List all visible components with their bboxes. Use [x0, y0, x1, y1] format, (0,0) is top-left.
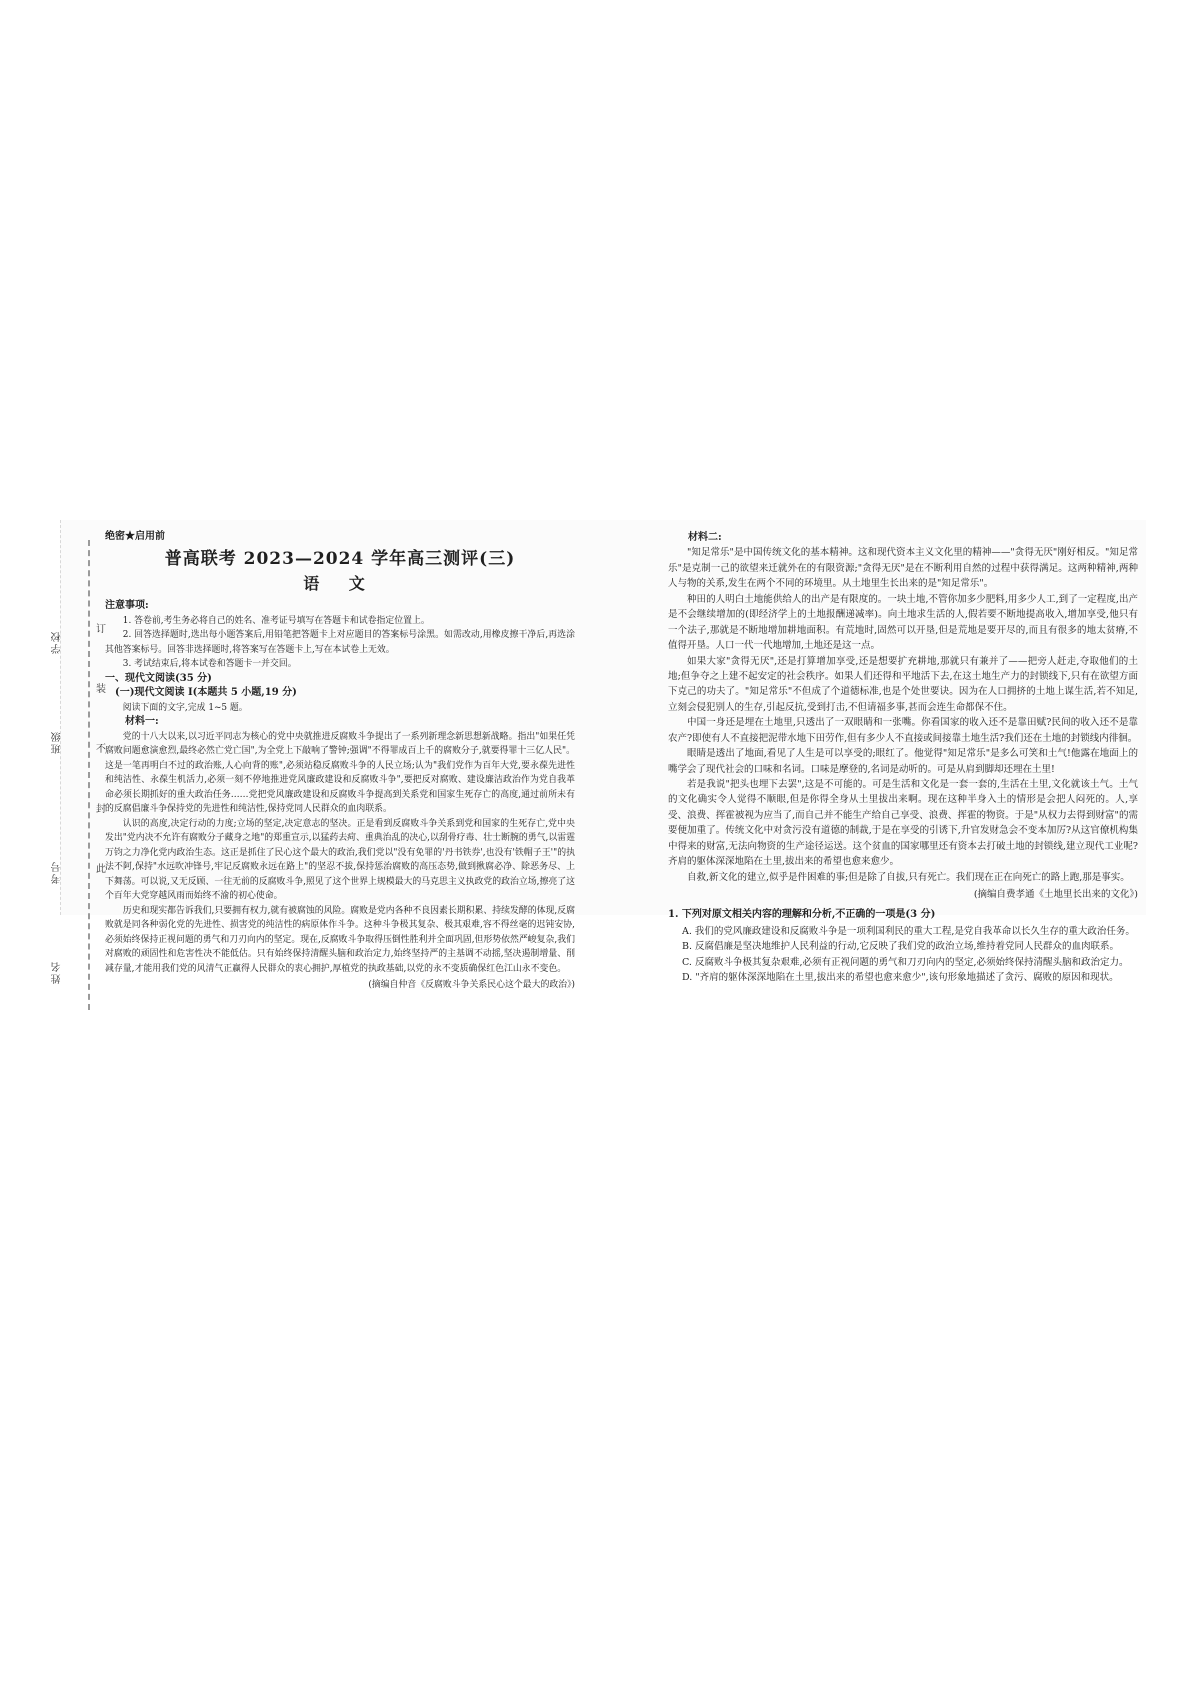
- section-heading: 一、现代文阅读(35 分): [105, 672, 212, 684]
- class-label: 班级: [52, 730, 63, 754]
- seal-char: 订: [96, 624, 106, 635]
- notice-heading: 注意事项:: [105, 600, 149, 612]
- paragraph: 中国一身还是埋在土地里,只透出了一双眼睛和一张嘴。你看国家的收入还不是靠田赋?民间的收入还不是靠农产?即使有人不直接把泥带水地下田劳作,但有多少人不直接或间接靠土地生活?我们还在土地的封锁线内徘徊。: [668, 717, 1138, 744]
- school-label: 学校: [52, 630, 63, 654]
- name-label: 姓名: [52, 960, 63, 984]
- paragraph: 若是我说"把头也埋下去罢",这是不可能的。可是生活和文化是一套一套的,生活在土里,文化就该土气。土气的文化确实令人觉得不顺眼,但是你得全身从土里拔出来啊。现在这种半身入土的情形是会把人闷死的。人,享受、浪费、挥霍被视为应当了,而自己并不能生产给自己享受、浪费、挥霍的物资。于是"从权力去得到财富"的需要便加重了。传统文化中对贪污没有道德的制裁,于是在享受的引诱下,升官发财急会不变本加厉?从这官僚机构集中得来的财富,无法向物资的生产途径运送。这个贫血的国家哪里还有资本去打破土地的封锁线,建立现代工业呢?齐肩的躯体深深地陷在土里,拔出来的希望也愈来愈少。: [668, 779, 1138, 868]
- page-1: [105, 530, 575, 997]
- exam-no-label: 考号: [52, 860, 63, 884]
- binding-margin: [20, 530, 106, 1020]
- paragraph: "知足常乐"是中国传统文化的基本精神。这和现代资本主义文化里的精神——"贪得无厌"刚好相反。"知足常乐"是克制一己的欲望来迁就外在的有限资源;"贪得无厌"是在不断利用自然的过程中获得满足。这两种精神,两种人与物的关系,发生在两个不同的环境里。从土地里生长出来的是"知足常乐"。: [668, 547, 1138, 590]
- notice-item: 3. 考试结束后,将本试卷和答题卡一并交回。: [122, 659, 297, 670]
- seal-char: 装: [96, 684, 106, 695]
- subject-title: 语 文: [303, 573, 377, 593]
- source-citation: (摘编自仲音《反腐败斗争关系民心这个最大的政治》): [368, 980, 575, 991]
- notice-item: 1. 答卷前,考生务必将自己的姓名、准考证号填写在答题卡和试卷指定位置上。: [122, 615, 430, 626]
- option-d: D. "齐肩的躯体深深地陷在土里,拔出来的希望也愈来愈少",该句形象地描述了贪污、腐败的原因和现状。: [682, 972, 1119, 984]
- paragraph: 自救,新文化的建立,似乎是件困难的事;但是除了自拔,只有死亡。我们现在正在向死亡的路上跑,那是事实。: [687, 871, 1130, 883]
- question-1: 1. 下列对原文相关内容的理解和分析,不正确的一项是(3 分): [668, 908, 936, 920]
- source-citation: (摘编自费孝通《土地里长出来的文化》): [973, 889, 1138, 901]
- seal-char: 此: [96, 864, 106, 875]
- subsection-heading: (一)现代文阅读 I(本题共 5 小题,19 分): [115, 687, 297, 699]
- paragraph: 党的十八大以来,以习近平同志为核心的党中央就推进反腐败斗争提出了一系列新理念新思想新战略。指出"如果任凭腐败问题愈演愈烈,最终必然亡党亡国",为全党上下敲响了警钟;强调"不得罪成百上千的腐败分子,就要得罪十三亿人民"。这是一笔再明白不过的政治账,人心向背的账",必须站稳反腐败斗争的人民立场;认为"我们党作为百年大党,要永葆先进性和纯洁性、永葆生机活力,必须一刻不停地推进党风廉政建设和反腐败斗争",要把反对腐败、建设廉洁政治作为党自我革命必须长期抓好的重大政治任务……党把党风廉政建设和反腐败斗争提高到关系党和国家生死存亡的高度,通过前所未有的反腐倡廉斗争保持党的先进性和纯洁性,保持党同人民群众的血肉联系。: [105, 731, 575, 815]
- page-2: [668, 530, 1138, 986]
- paragraph: 眼睛是透出了地面,看见了人生是可以享受的;眼红了。他觉得"知足常乐"是多么可笑和土气!他露在地面上的嘴学会了现代社会的口味和名词。口味是摩登的,名词是动听的。可是从肩到脚却还埋在土里!: [668, 748, 1138, 775]
- seal-char: 不: [96, 744, 106, 755]
- option-b: B. 反腐倡廉是坚决地维护人民利益的行动,它反映了我们党的政治立场,维持着党同人民群众的血肉联系。: [682, 941, 1120, 953]
- paragraph: 历史和现实都告诉我们,只要拥有权力,就有被腐蚀的风险。腐败是党内各种不良因素长期积累、持续发酵的体现,反腐败就是同各种弱化党的先进性、损害党的纯洁性的病原体作斗争。这种斗争极其复杂、极其艰难,容不得丝毫的迟钝安协,必须始终保持正视问题的勇气和刀刃向内的坚定。现在,反腐败斗争取得压倒性胜利并全面巩固,但形势依然严峻复杂,我们对腐败的顽固性和危害性决不能低估。只有始终保持清醒头脑和政治定力,始终坚持严的主基调不动摇,坚决遏制增量、削减存量,才能用我们党的风清气正赢得人民群众的衷心拥护,厚植党的执政基础,以党的永不变质确保红色江山永不变色。: [105, 905, 576, 974]
- paragraph: 如果大家"贪得无厌",还是打算增加享受,还是想要扩充耕地,那就只有兼并了——把旁人赶走,夺取他们的土地;但争夺之上建不起安定的社会秩序。如果人们还得和平地活下去,在这土地生产力的封锁线下,只有在欲望方面下克己的功夫了。"知足常乐"不但成了个道德标准,也是个处世要诀。因为在人口拥挤的土地上谋生活,若不知足,立刻会侵犯别人的生存,引起反抗,受到打击,不但请福多事,甚而会连生命都保不住。: [668, 655, 1138, 713]
- notice-item: 2. 回答选择题时,选出每小题答案后,用铅笔把答题卡上对应题目的答案标号涂黑。如需改动,用橡皮擦干净后,再选涂其他答案标号。回答非选择题时,将答案写在答题卡上,写在本试卷上无效。: [105, 630, 575, 655]
- material-label: 材料一:: [125, 716, 159, 728]
- secret-mark: 绝密★启用前: [105, 531, 165, 542]
- option-a: A. 我们的党风廉政建设和反腐败斗争是一项利国利民的重大工程,是党自我革命以长久生存的重大政治任务。: [682, 925, 1135, 937]
- seal-char: 封: [96, 804, 106, 815]
- option-c: C. 反腐败斗争极其复杂艰难,必须有正视问题的勇气和刀刃向内的坚定,必须始终保持清醒头脑和政治定力。: [682, 956, 1129, 968]
- seal-dashed-line: [88, 540, 90, 1010]
- instruction: 阅读下面的文字,完成 1~5 题。: [122, 702, 248, 713]
- exam-title: 普高联考 2023—2024 学年高三测评(三): [164, 549, 516, 570]
- paragraph: 认识的高度,决定行动的力度;立场的坚定,决定意志的坚决。正是看到反腐败斗争关系到党和国家的生死存亡,党中央发出"党内决不允许有腐败分子藏身之地"的郑重宣示,以猛药去疴、重典治乱的决心,以刮骨疗毒、壮士断腕的勇气,以雷霆万钧之力净化党内政治生态。这正是抓住了民心这个最大的政治,我们党以"没有免罪的'丹书铁券',也没有'铁帽子王'"的执法不阿,保持"水远吹冲锋号,牢记反腐败永远在路上"的坚忍不拔,保持惩治腐败的高压态势,做到揪腐必净、除恶务尽、上下舞荡。可以说,又无反顾、一往无前的反腐败斗争,照见了这个世界上规模最大的马克思主义执政党的政治立场,擦亮了这个百年大党穿越风雨而始终不渝的初心使命。: [105, 818, 575, 902]
- material-label: 材料二:: [688, 532, 722, 543]
- paragraph: 种田的人明白土地能供给人的出产是有限度的。一块土地,不管你加多少肥料,用多少人工,到了一定程度,出产是不会继续增加的(即经济学上的土地报酬递减率)。向土地求生活的人,假若要不断地提高收入,增加享受,他只有一个法子,那就是不断地增加耕地面积。有荒地时,固然可以开垦,但是荒地是要开尽的,而且有很多的地太贫瘠,不值得开垦。人口一代一代地增加,土地还是这一点。: [668, 593, 1138, 652]
